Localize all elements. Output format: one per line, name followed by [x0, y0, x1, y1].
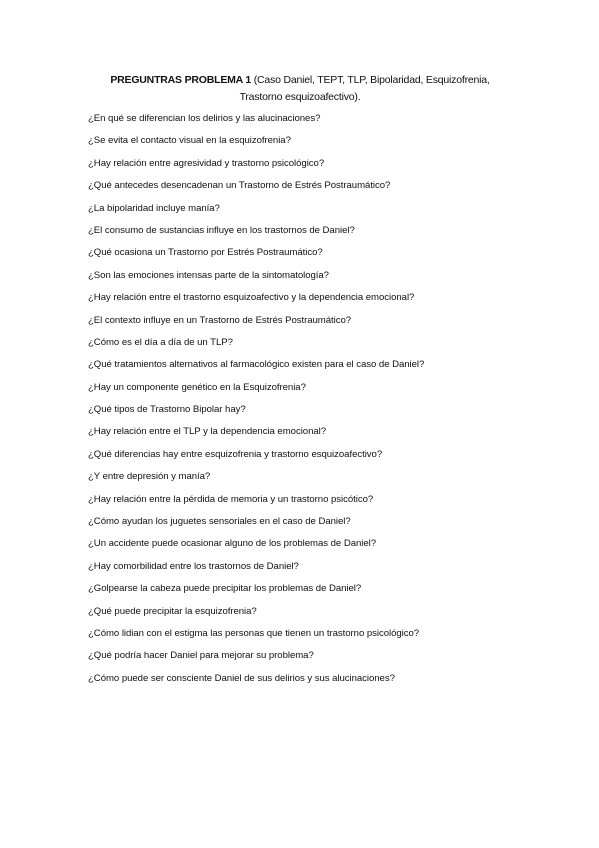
question-item: ¿Y entre depresión y manía?: [88, 471, 211, 483]
question-item: ¿En qué se diferencian los delirios y las alucinaciones?: [88, 113, 321, 124]
question-item: ¿Hay relación entre la pérdida de memoria y un trastorno psicótico?: [88, 493, 374, 505]
question-item: ¿Se evita el contacto visual en la esquizofrenia?: [88, 135, 291, 147]
question-item: ¿Un accidente puede ocasionar alguno de los problemas de Daniel?: [88, 538, 377, 550]
question-item: ¿Qué antecedes desencadenan un Trastorno de Estrés Postraumático?: [88, 180, 391, 192]
question-item: ¿La bipolaridad incluye manía?: [88, 202, 220, 214]
question-item: ¿Hay relación entre agresividad y trastorno psicológico?: [88, 157, 325, 169]
question-item: ¿Qué podría hacer Daniel para mejorar su problema?: [88, 650, 314, 662]
question-item: ¿Qué tratamientos alternativos al farmacológico existen para el caso de Daniel?: [88, 359, 425, 371]
question-item: ¿Qué ocasiona un Trastorno por Estrés Postraumático?: [88, 247, 323, 259]
document-heading: [60, 72, 540, 106]
question-item: ¿Qué puede precipitar la esquizofrenia?: [88, 605, 257, 617]
question-item: ¿Qué tipos de Trastorno Bipolar hay?: [88, 404, 246, 416]
question-item: ¿Cómo es el día a día de un TLP?: [88, 336, 233, 348]
heading-subtitle-line1: (Caso Daniel, TEPT, TLP, Bipolaridad, Esquizofrenia,: [251, 74, 490, 86]
question-item: ¿El contexto influye en un Trastorno de Estrés Postraumático?: [88, 314, 352, 326]
heading-subtitle-line2: Trastorno esquizoafectivo).: [239, 91, 361, 103]
heading-bold-part: PREGUNTRAS PROBLEMA 1: [110, 74, 252, 86]
question-item: ¿El consumo de sustancias influye en los trastornos de Daniel?: [88, 224, 355, 236]
question-item: ¿Cómo puede ser consciente Daniel de sus delirios y sus alucinaciones?: [88, 672, 395, 684]
question-item: ¿Golpearse la cabeza puede precipitar los problemas de Daniel?: [88, 583, 362, 595]
question-item: ¿Son las emociones intensas parte de la sintomatología?: [88, 269, 329, 281]
question-item: ¿Cómo ayudan los juguetes sensoriales en el caso de Daniel?: [88, 516, 351, 528]
question-item: ¿Qué diferencias hay entre esquizofrenia y trastorno esquizoafectivo?: [88, 448, 383, 460]
question-item: ¿Hay relación entre el TLP y la dependencia emocional?: [88, 426, 327, 438]
question-list: [88, 112, 548, 694]
question-item: ¿Hay relación entre el trastorno esquizoafectivo y la dependencia emocional?: [88, 292, 415, 304]
question-item: ¿Hay comorbilidad entre los trastornos de Daniel?: [88, 560, 299, 572]
question-item: ¿Hay un componente genético en la Esquizofrenia?: [88, 381, 306, 393]
question-item: ¿Cómo lidian con el estigma las personas que tienen un trastorno psicológico?: [88, 627, 420, 639]
